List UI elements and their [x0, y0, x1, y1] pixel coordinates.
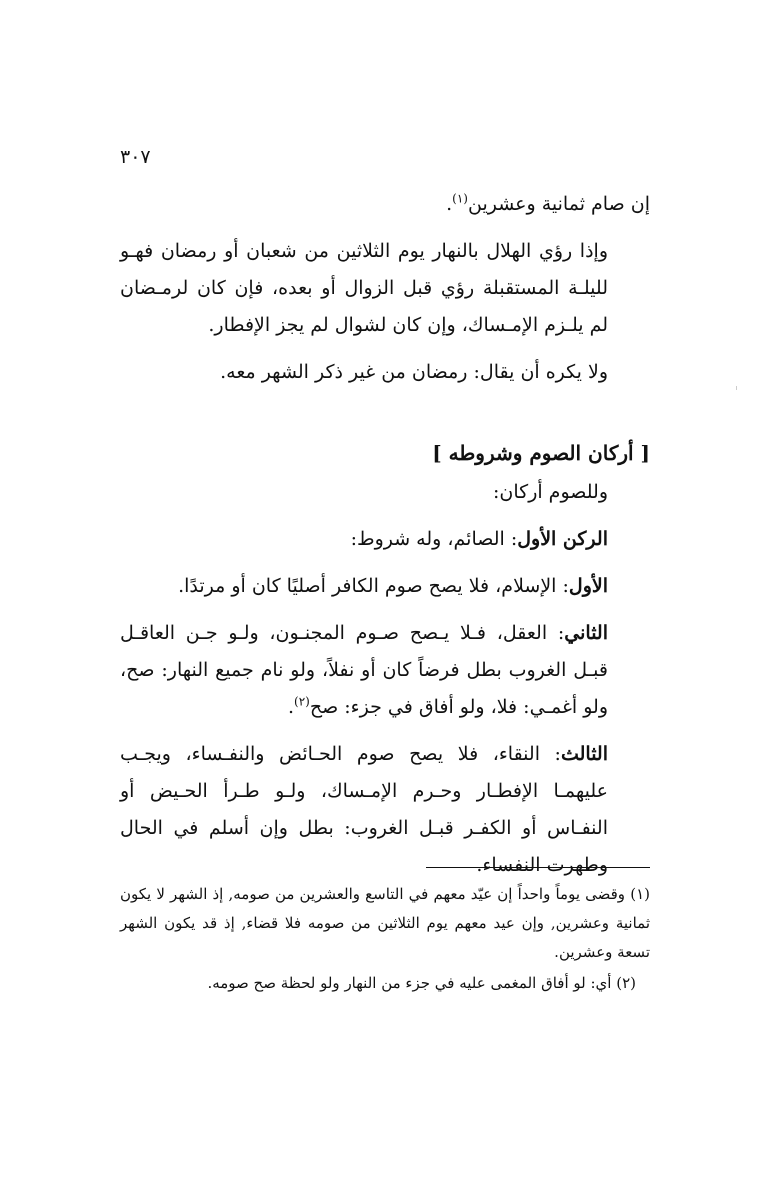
footnote-1 [120, 880, 650, 967]
pillar-first [120, 521, 650, 558]
condition-third-text: : النقاء، فلا يصح صوم الحـائض والنفـساء، ويجـب عليهمـا الإفطـار وحـرم الإمـساك، ولـو طـرأ الحـيض أو النفـاس أو الكفـر قبـل الغروب: بطل وإن أسلم في الحال وطهرت النفساء. [120, 743, 608, 876]
footnote-text: أي: لو أفاق المغمى عليه في جزء من النهار ولو لحظة صح صومه. [207, 974, 612, 992]
footnote-2 [120, 969, 650, 998]
condition-first [120, 568, 650, 605]
punctuation: . [446, 193, 453, 215]
condition-second [120, 615, 650, 726]
section-heading: [ أركان الصوم وشروطه ] [432, 441, 650, 465]
footnote-divider [426, 867, 650, 868]
footnote-ref-1[interactable]: (١) [452, 191, 468, 206]
punctuation: . [287, 696, 294, 718]
condition-first-label: الأول [568, 575, 608, 597]
condition-third-label: الثالث [560, 743, 608, 765]
condition-second-text: : العقل، فـلا يـصح صـوم المجنـون، ولـو جـن العاقـل قبـل الغروب بطل فرضاً كان أو نفلاً، ولو نام جميع النهار: صح، ولو أغمـي: فلا، ولو أفاق في جزء: صح [120, 622, 608, 718]
footnote-text: وقضى يوماً واحداً إن عيّد معهم في التاسع والعشرين من صومه, إذ الشهر لا يكون ثمانية وعشرين, وإن عيد معهم يوم الثلاثين من صومه فلا قضاء, إذ قد يكون الشهر تسعة وعشرين. [120, 885, 650, 961]
paragraph-text: إن صام ثمانية وعشرين [467, 193, 650, 215]
paragraph-crescent: وإذا رؤي الهلال بالنهار يوم الثلاثين من شعبان أو رمضان فهـو لليلـة المستقبلة رؤي قبل الزوال أو بعده، فإن كان لرمـضان لم يلـزم الإمـساك، وإن كان لشوال لم يجز الإفطار. [120, 240, 608, 336]
pillar-first-label: الركن الأول [517, 528, 608, 550]
condition-third [120, 736, 650, 884]
paragraph-naming: ولا يكره أن يقال: رمضان من غير ذكر الشهر معه. [220, 361, 608, 383]
main-text [120, 186, 650, 884]
pillar-first-text: : الصائم، وله شروط: [350, 528, 518, 550]
section-intro: وللصوم أركان: [493, 481, 608, 503]
page-number: ٣٠٧ [120, 146, 151, 168]
footnotes [120, 880, 650, 998]
footnote-marker: (٢) [616, 974, 636, 992]
footnote-ref-2[interactable]: (٢) [294, 694, 310, 709]
footnote-marker: (١) [630, 885, 650, 903]
condition-first-text: : الإسلام، فلا يصح صوم الكافر أصليًا كان أو مرتدًا. [178, 575, 569, 597]
paragraph-fasting-count [120, 186, 650, 223]
margin-mark [736, 386, 737, 390]
condition-second-label: الثاني [564, 622, 608, 644]
